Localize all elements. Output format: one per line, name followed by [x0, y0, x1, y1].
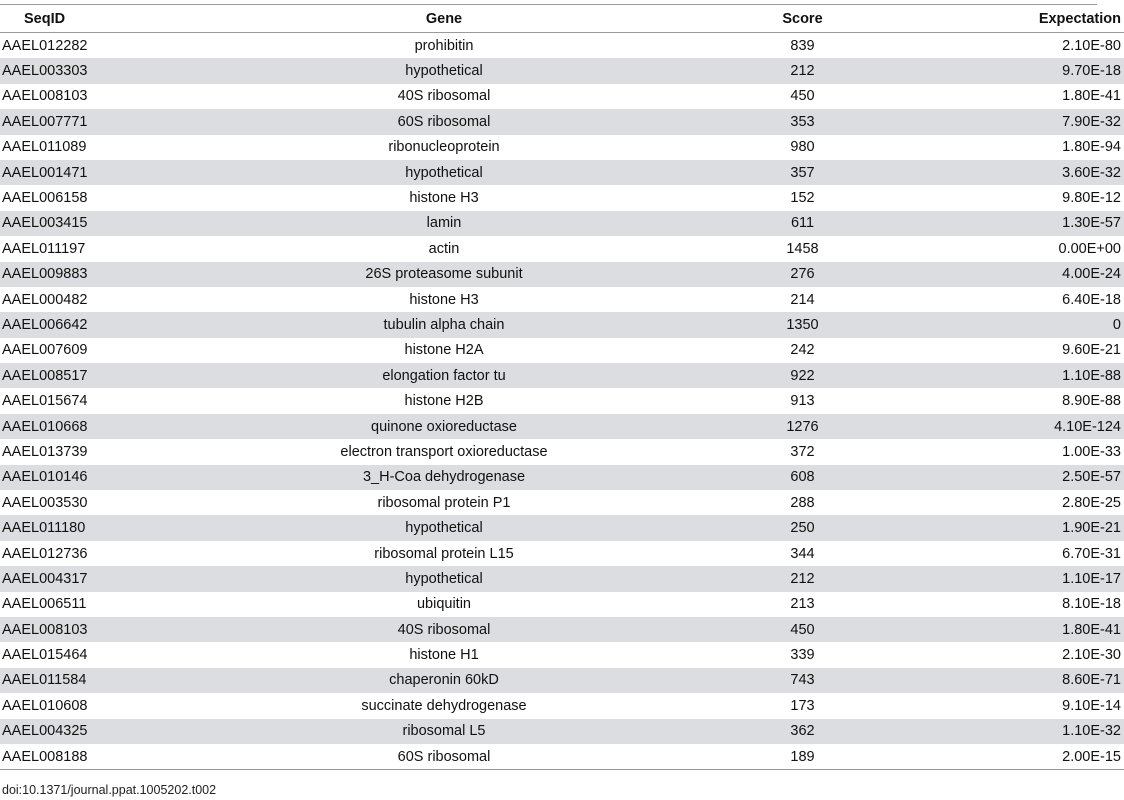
- cell-seqid: AAEL009883: [0, 262, 194, 287]
- cell-score: 212: [694, 58, 911, 83]
- cell-seqid: AAEL011584: [0, 668, 194, 693]
- cell-seqid: AAEL001471: [0, 160, 194, 185]
- cell-score: 362: [694, 719, 911, 744]
- gene-table: [0, 5, 1124, 770]
- cell-expectation: 0.00E+00: [911, 236, 1124, 261]
- cell-expectation: 1.30E-57: [911, 211, 1124, 236]
- cell-score: 913: [694, 388, 911, 413]
- cell-seqid: AAEL004317: [0, 566, 194, 591]
- cell-expectation: 2.10E-30: [911, 642, 1124, 667]
- cell-seqid: AAEL012736: [0, 541, 194, 566]
- cell-gene: prohibitin: [194, 33, 694, 59]
- cell-expectation: 1.80E-41: [911, 617, 1124, 642]
- cell-gene: ribosomal L5: [194, 719, 694, 744]
- cell-score: 152: [694, 185, 911, 210]
- cell-score: 212: [694, 566, 911, 591]
- cell-score: 839: [694, 33, 911, 59]
- cell-gene: ubiquitin: [194, 592, 694, 617]
- table-row: [0, 338, 1124, 363]
- table-row: [0, 109, 1124, 134]
- cell-score: 450: [694, 617, 911, 642]
- cell-expectation: 1.00E-33: [911, 439, 1124, 464]
- table-row: [0, 744, 1124, 770]
- cell-score: 1458: [694, 236, 911, 261]
- cell-score: 339: [694, 642, 911, 667]
- cell-gene: quinone oxioreductase: [194, 414, 694, 439]
- cell-seqid: AAEL011197: [0, 236, 194, 261]
- cell-gene: ribosomal protein L15: [194, 541, 694, 566]
- cell-expectation: 9.10E-14: [911, 693, 1124, 718]
- cell-seqid: AAEL008103: [0, 84, 194, 109]
- table-row: [0, 84, 1124, 109]
- cell-expectation: 9.80E-12: [911, 185, 1124, 210]
- cell-expectation: 1.10E-17: [911, 566, 1124, 591]
- cell-expectation: 4.10E-124: [911, 414, 1124, 439]
- cell-gene: hypothetical: [194, 515, 694, 540]
- table-row: [0, 490, 1124, 515]
- cell-gene: lamin: [194, 211, 694, 236]
- cell-seqid: AAEL000482: [0, 287, 194, 312]
- cell-seqid: AAEL006158: [0, 185, 194, 210]
- table-row: [0, 668, 1124, 693]
- cell-expectation: 9.60E-21: [911, 338, 1124, 363]
- cell-gene: hypothetical: [194, 566, 694, 591]
- cell-seqid: AAEL015674: [0, 388, 194, 413]
- cell-gene: ribonucleoprotein: [194, 135, 694, 160]
- cell-seqid: AAEL008188: [0, 744, 194, 770]
- cell-score: 372: [694, 439, 911, 464]
- cell-seqid: AAEL003303: [0, 58, 194, 83]
- table-row: [0, 58, 1124, 83]
- table-row: [0, 566, 1124, 591]
- cell-gene: 60S ribosomal: [194, 744, 694, 770]
- cell-seqid: AAEL007771: [0, 109, 194, 134]
- header-gene: Gene: [194, 5, 694, 33]
- cell-gene: histone H1: [194, 642, 694, 667]
- table-row: [0, 160, 1124, 185]
- table-row: [0, 363, 1124, 388]
- cell-seqid: AAEL015464: [0, 642, 194, 667]
- cell-gene: tubulin alpha chain: [194, 312, 694, 337]
- doi-caption: doi:10.1371/journal.ppat.1005202.t002: [2, 783, 217, 797]
- cell-gene: 26S proteasome subunit: [194, 262, 694, 287]
- cell-expectation: 1.90E-21: [911, 515, 1124, 540]
- table-row: [0, 185, 1124, 210]
- cell-score: 213: [694, 592, 911, 617]
- cell-score: 276: [694, 262, 911, 287]
- table-row: [0, 211, 1124, 236]
- cell-score: 608: [694, 465, 911, 490]
- cell-gene: hypothetical: [194, 160, 694, 185]
- cell-seqid: AAEL007609: [0, 338, 194, 363]
- cell-seqid: AAEL008517: [0, 363, 194, 388]
- cell-gene: 3_H-Coa dehydrogenase: [194, 465, 694, 490]
- cell-score: 357: [694, 160, 911, 185]
- table-row: [0, 617, 1124, 642]
- cell-gene: actin: [194, 236, 694, 261]
- header-expectation: Expectation: [911, 5, 1124, 33]
- cell-score: 1276: [694, 414, 911, 439]
- cell-expectation: 1.80E-94: [911, 135, 1124, 160]
- header-seqid: SeqID: [0, 5, 194, 33]
- table-row: [0, 719, 1124, 744]
- cell-seqid: AAEL013739: [0, 439, 194, 464]
- table-row: [0, 312, 1124, 337]
- cell-expectation: 2.10E-80: [911, 33, 1124, 59]
- cell-expectation: 6.40E-18: [911, 287, 1124, 312]
- cell-expectation: 2.80E-25: [911, 490, 1124, 515]
- cell-seqid: AAEL006642: [0, 312, 194, 337]
- cell-gene: histone H2B: [194, 388, 694, 413]
- cell-gene: ribosomal protein P1: [194, 490, 694, 515]
- cell-expectation: 1.80E-41: [911, 84, 1124, 109]
- cell-seqid: AAEL010608: [0, 693, 194, 718]
- table-row: [0, 135, 1124, 160]
- table-row: [0, 515, 1124, 540]
- cell-gene: elongation factor tu: [194, 363, 694, 388]
- cell-score: 250: [694, 515, 911, 540]
- cell-gene: 60S ribosomal: [194, 109, 694, 134]
- table-row: [0, 262, 1124, 287]
- cell-score: 1350: [694, 312, 911, 337]
- cell-seqid: AAEL003530: [0, 490, 194, 515]
- table-row: [0, 592, 1124, 617]
- cell-expectation: 7.90E-32: [911, 109, 1124, 134]
- cell-gene: histone H3: [194, 287, 694, 312]
- table-row: [0, 693, 1124, 718]
- cell-score: 980: [694, 135, 911, 160]
- cell-score: 189: [694, 744, 911, 770]
- table-row: [0, 465, 1124, 490]
- cell-score: 242: [694, 338, 911, 363]
- cell-gene: succinate dehydrogenase: [194, 693, 694, 718]
- table-row: [0, 388, 1124, 413]
- cell-gene: 40S ribosomal: [194, 617, 694, 642]
- table-header: [0, 5, 1124, 33]
- cell-seqid: AAEL004325: [0, 719, 194, 744]
- cell-gene: histone H2A: [194, 338, 694, 363]
- table-row: [0, 642, 1124, 667]
- cell-score: 450: [694, 84, 911, 109]
- header-row: [0, 5, 1124, 33]
- table-row: [0, 439, 1124, 464]
- table-row: [0, 414, 1124, 439]
- cell-expectation: 4.00E-24: [911, 262, 1124, 287]
- cell-expectation: 1.10E-88: [911, 363, 1124, 388]
- table-row: [0, 287, 1124, 312]
- cell-score: 288: [694, 490, 911, 515]
- cell-seqid: AAEL012282: [0, 33, 194, 59]
- cell-expectation: 8.90E-88: [911, 388, 1124, 413]
- cell-expectation: 6.70E-31: [911, 541, 1124, 566]
- cell-gene: hypothetical: [194, 58, 694, 83]
- cell-score: 344: [694, 541, 911, 566]
- cell-expectation: 8.60E-71: [911, 668, 1124, 693]
- table-body: [0, 33, 1124, 770]
- cell-score: 743: [694, 668, 911, 693]
- cell-expectation: 2.50E-57: [911, 465, 1124, 490]
- cell-gene: electron transport oxioreductase: [194, 439, 694, 464]
- cell-gene: chaperonin 60kD: [194, 668, 694, 693]
- data-table-container: [0, 4, 1121, 770]
- cell-seqid: AAEL011180: [0, 515, 194, 540]
- table-row: [0, 236, 1124, 261]
- cell-expectation: 1.10E-32: [911, 719, 1124, 744]
- cell-gene: 40S ribosomal: [194, 84, 694, 109]
- cell-expectation: 0: [911, 312, 1124, 337]
- cell-expectation: 9.70E-18: [911, 58, 1124, 83]
- cell-seqid: AAEL006511: [0, 592, 194, 617]
- cell-expectation: 3.60E-32: [911, 160, 1124, 185]
- cell-expectation: 2.00E-15: [911, 744, 1124, 770]
- cell-score: 173: [694, 693, 911, 718]
- header-score: Score: [694, 5, 911, 33]
- cell-score: 214: [694, 287, 911, 312]
- cell-seqid: AAEL011089: [0, 135, 194, 160]
- cell-seqid: AAEL008103: [0, 617, 194, 642]
- cell-score: 611: [694, 211, 911, 236]
- cell-expectation: 8.10E-18: [911, 592, 1124, 617]
- cell-seqid: AAEL010146: [0, 465, 194, 490]
- cell-score: 922: [694, 363, 911, 388]
- table-row: [0, 33, 1124, 59]
- cell-seqid: AAEL003415: [0, 211, 194, 236]
- cell-score: 353: [694, 109, 911, 134]
- cell-seqid: AAEL010668: [0, 414, 194, 439]
- cell-gene: histone H3: [194, 185, 694, 210]
- table-row: [0, 541, 1124, 566]
